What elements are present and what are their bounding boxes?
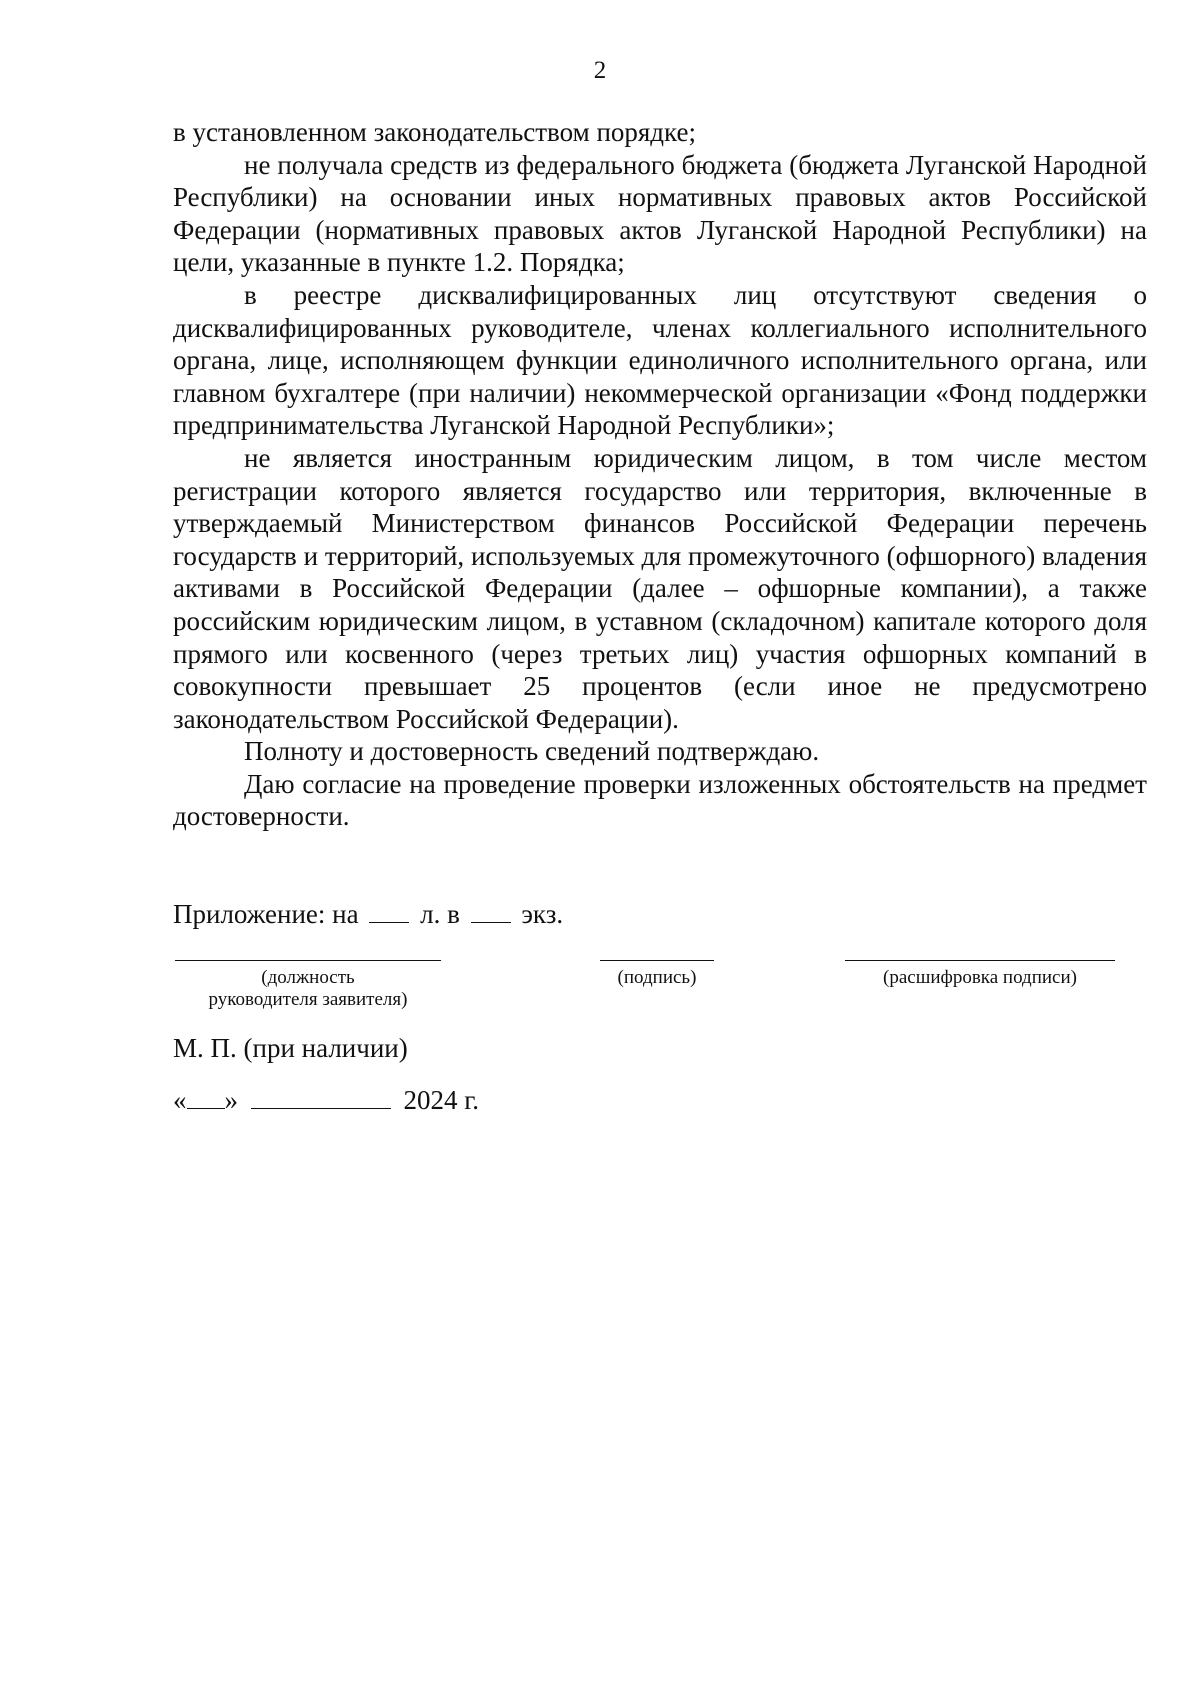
appendix-line [173,898,563,930]
paragraph-not-foreign-entity: не является иностранным юридическим лицом, в том числе местом регистрации которого является государство или территория, включенные в утверждаемый Министерством финансов Российской Федерации перечень государств и территорий, используемых для промежуточного (офшорного) владения активами в Российской Федерации (далее – офшорные компании), а также российским юридическим лицом, в уставном (складочном) капитале которого доля прямого или косвенного (через третьих лиц) участия офшорных компаний в совокупности превышает 25 процентов (если иное не предусмотрено законодательством Российской Федерации). [173,442,1147,734]
appendix-suffix: экз. [521,899,564,929]
position-caption-line2: руководителя заявителя) [208,989,408,1010]
decoding-block [845,960,1115,989]
page-number: 2 [593,57,607,84]
position-caption-line1: (должность [261,967,355,988]
signature-block [600,960,714,989]
position-signature-block [175,960,441,1011]
appendix-prefix: Приложение: на [173,899,359,929]
paragraph-continuation: в установленном законодательством порядке; [173,117,696,147]
position-line[interactable] [175,960,441,961]
decoding-caption: (расшифровка подписи) [883,967,1077,988]
date-line [173,1084,479,1116]
sheets-count-blank[interactable] [369,898,409,923]
signature-line[interactable] [600,960,714,961]
copies-count-blank[interactable] [471,898,511,923]
decoding-line[interactable] [845,960,1115,961]
month-blank[interactable] [251,1084,391,1109]
date-close-quote: » [224,1085,238,1115]
date-open-quote: « [173,1085,187,1115]
seal-note: М. П. (при наличии) [173,1033,408,1063]
paragraph-consent: Даю согласие на проведение проверки изложенных обстоятельств на предмет достоверности. [173,768,1147,832]
paragraph-no-federal-funds: не получала средств из федерального бюджета (бюджета Луганской Народной Республики) на основании иных нормативных правовых актов Российской Федерации (нормативных правовых актов Луганской Народной Республики) на цели, указанные в пункте 1.2. Порядка; [173,149,1147,278]
paragraph-disqualified-registry: в реестре дисквалифицированных лиц отсутствуют сведения о дисквалифицированных руководителе, членах коллегиального исполнительного органа, лице, исполняющем функции единоличного исполнительного органа, или главном бухгалтере (при наличии) некоммерческой организации «Фонд поддержки предпринимательства Луганской Народной Республики»; [173,279,1147,441]
paragraph-confirmation: Полноту и достоверность сведений подтверждаю. [244,736,820,767]
document-body [173,116,1147,833]
signature-caption: (подпись) [617,967,697,988]
date-year: 2024 г. [403,1085,480,1115]
appendix-middle: л. в [420,899,460,929]
day-blank[interactable] [187,1084,225,1109]
